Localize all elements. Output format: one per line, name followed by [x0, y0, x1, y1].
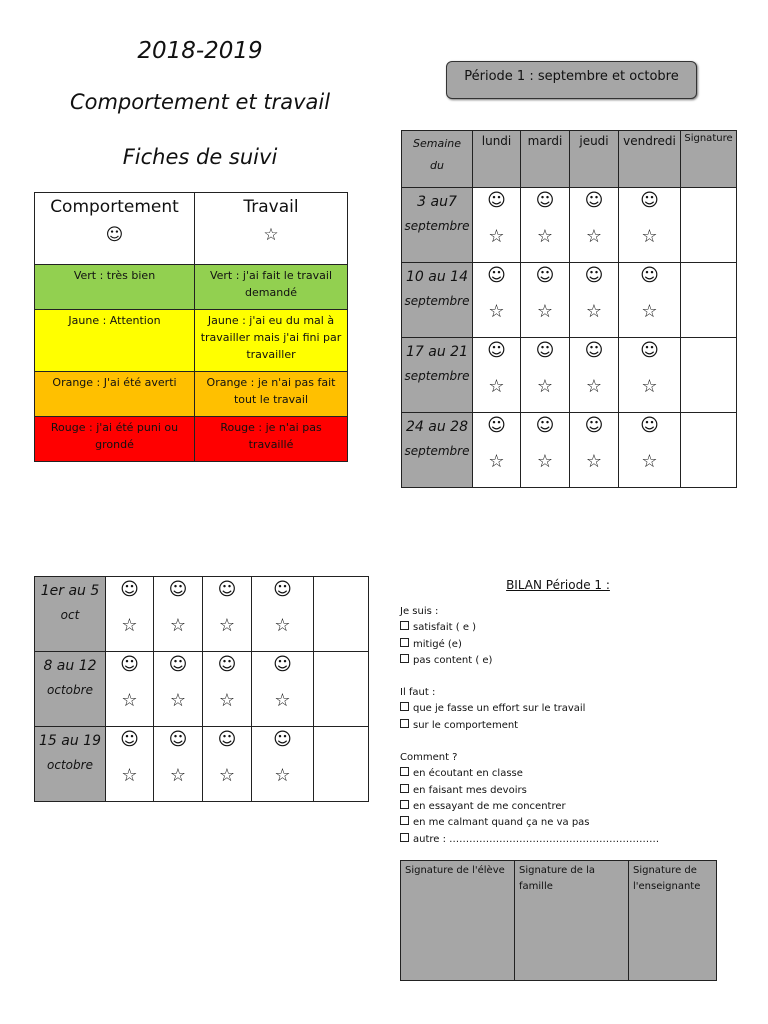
checkbox-label: mitigé (e) — [413, 638, 462, 650]
week-label-line2: septembre — [404, 219, 470, 233]
checkbox-item[interactable] — [400, 653, 730, 669]
legend-row — [35, 265, 348, 310]
day-cell[interactable] — [473, 338, 521, 413]
week-label-cell — [402, 188, 473, 263]
checkbox-label: autre : ……………………………………………………… — [413, 833, 660, 845]
legend-row — [35, 417, 348, 462]
week-row — [35, 652, 369, 727]
checkbox-item[interactable] — [400, 701, 730, 717]
day-cell[interactable] — [570, 338, 619, 413]
page-subtitle: Fiches de suivi — [122, 145, 278, 169]
smiley-icon[interactable]: ☺ — [168, 729, 188, 750]
checkbox[interactable] — [400, 833, 409, 842]
week-label-cell — [402, 263, 473, 338]
legend-row — [35, 372, 348, 417]
day-header-vendredi: vendredi — [619, 131, 681, 188]
day-cell[interactable] — [106, 727, 154, 802]
day-cell[interactable] — [154, 652, 203, 727]
bilan-section — [400, 604, 730, 848]
star-icon[interactable]: ☆ — [641, 376, 658, 397]
day-cell[interactable] — [154, 727, 203, 802]
legend-right-cell: Jaune : j'ai eu du mal à travailler mais j'ai fini par travailler — [195, 310, 348, 372]
day-header-jeudi: jeudi — [570, 131, 619, 188]
week-label-cell — [35, 577, 106, 652]
star-icon[interactable]: ☆ — [121, 765, 138, 786]
star-icon[interactable]: ☆ — [585, 376, 603, 397]
week-label-line1: 15 au 19 — [39, 733, 101, 749]
star-icon[interactable]: ☆ — [585, 451, 603, 472]
checkbox-item[interactable] — [400, 815, 730, 831]
checkbox[interactable] — [400, 719, 409, 728]
checkbox-item[interactable] — [400, 832, 730, 848]
day-cell[interactable] — [154, 577, 203, 652]
signature-enseignante[interactable] — [629, 861, 717, 981]
legend-right-cell: Vert : j'ai fait le travail demandé — [195, 265, 348, 310]
star-icon[interactable]: ☆ — [274, 765, 291, 786]
checkbox-item[interactable] — [400, 783, 730, 799]
schedule-table-october — [34, 576, 369, 802]
legend-col2-title: Travail — [243, 197, 299, 217]
signature-cell[interactable] — [314, 577, 369, 652]
week-row — [402, 338, 737, 413]
star-icon[interactable]: ☆ — [536, 451, 554, 472]
star-icon[interactable]: ☆ — [536, 226, 554, 247]
checkbox-label: satisfait ( e ) — [413, 622, 477, 634]
schedule-table-september — [401, 130, 737, 488]
smiley-icon[interactable]: ☺ — [535, 415, 555, 436]
day-cell[interactable] — [570, 188, 619, 263]
week-row — [402, 413, 737, 488]
day-cell[interactable] — [619, 413, 681, 488]
smiley-icon: ☺ — [105, 225, 124, 245]
smiley-icon[interactable]: ☺ — [535, 265, 555, 286]
star-icon[interactable]: ☆ — [274, 690, 291, 711]
checkbox[interactable] — [400, 702, 409, 711]
smiley-icon[interactable]: ☺ — [487, 340, 506, 361]
week-label-line1: 10 au 14 — [406, 269, 468, 285]
smiley-icon[interactable]: ☺ — [273, 654, 292, 675]
week-label-line1: 24 au 28 — [406, 419, 468, 435]
star-icon[interactable]: ☆ — [488, 301, 505, 322]
year-title: 2018-2019 — [137, 38, 263, 64]
legend-table — [34, 192, 348, 462]
signature-famille[interactable] — [515, 861, 629, 981]
checkbox-label: en faisant mes devoirs — [413, 784, 527, 796]
smiley-icon[interactable]: ☺ — [640, 415, 659, 436]
day-cell[interactable] — [570, 413, 619, 488]
star-icon[interactable]: ☆ — [585, 301, 603, 322]
legend-left-cell: Rouge : j'ai été puni ou grondé — [35, 417, 195, 462]
checkbox[interactable] — [400, 816, 409, 825]
checkbox-item[interactable] — [400, 799, 730, 815]
smiley-icon[interactable]: ☺ — [584, 265, 604, 286]
day-cell[interactable] — [570, 263, 619, 338]
legend-left-cell: Orange : J'ai été averti — [35, 372, 195, 417]
star-icon[interactable]: ☆ — [169, 615, 187, 636]
signature-eleve[interactable] — [401, 861, 515, 981]
star-icon[interactable]: ☆ — [641, 451, 658, 472]
week-header — [402, 131, 473, 188]
signature-table — [400, 860, 717, 981]
bilan-comment: Comment ? — [400, 752, 458, 764]
day-cell[interactable] — [106, 652, 154, 727]
checkbox-item[interactable] — [400, 620, 730, 636]
week-label-line1: 1er au 5 — [40, 583, 100, 599]
star-icon[interactable]: ☆ — [488, 376, 505, 397]
day-cell[interactable] — [473, 413, 521, 488]
legend-left-cell: Vert : très bien — [35, 265, 195, 310]
star-icon[interactable]: ☆ — [121, 615, 138, 636]
day-cell[interactable] — [252, 652, 314, 727]
day-cell[interactable] — [203, 652, 252, 727]
signature-cell[interactable] — [681, 188, 737, 263]
checkbox-label: pas content ( e) — [413, 654, 493, 666]
star-icon[interactable]: ☆ — [488, 226, 505, 247]
star-icon[interactable]: ☆ — [169, 765, 187, 786]
smiley-icon[interactable]: ☺ — [217, 579, 237, 600]
checkbox-label: en me calmant quand ça ne va pas — [413, 817, 590, 829]
star-icon[interactable]: ☆ — [218, 765, 236, 786]
smiley-icon[interactable]: ☺ — [640, 265, 659, 286]
smiley-icon[interactable]: ☺ — [584, 415, 604, 436]
week-row — [35, 577, 369, 652]
week-header-line1: Semaine — [412, 137, 461, 150]
week-label-line2: oct — [60, 608, 80, 622]
bilan-je-suis: Je suis : — [400, 606, 439, 617]
checkbox[interactable] — [400, 621, 409, 630]
week-label-line1: 17 au 21 — [406, 344, 468, 360]
day-header-lundi: lundi — [473, 131, 521, 188]
legend-header-travail — [195, 193, 348, 265]
day-cell[interactable] — [473, 188, 521, 263]
day-cell[interactable] — [473, 263, 521, 338]
day-cell[interactable] — [521, 188, 570, 263]
checkbox-label: en essayant de me concentrer — [413, 800, 566, 812]
day-cell[interactable] — [521, 338, 570, 413]
week-label-line2: octobre — [47, 683, 93, 697]
week-label-line2: octobre — [47, 758, 93, 772]
star-icon[interactable]: ☆ — [218, 615, 236, 636]
day-cell[interactable] — [252, 577, 314, 652]
smiley-icon[interactable]: ☺ — [487, 265, 506, 286]
smiley-icon[interactable]: ☺ — [535, 340, 555, 361]
smiley-icon[interactable]: ☺ — [120, 729, 139, 750]
smiley-icon[interactable]: ☺ — [640, 190, 659, 211]
legend-header-comportement — [35, 193, 195, 265]
week-row — [402, 188, 737, 263]
smiley-icon[interactable]: ☺ — [640, 340, 659, 361]
day-cell[interactable] — [203, 727, 252, 802]
star-icon[interactable]: ☆ — [274, 615, 291, 636]
week-row — [402, 263, 737, 338]
week-label-line1: 3 au7 — [417, 194, 457, 210]
smiley-icon[interactable]: ☺ — [487, 190, 506, 211]
week-label-line1: 8 au 12 — [43, 658, 97, 674]
signature-enseignante-label: Signature de l'enseignante — [633, 865, 701, 892]
legend-right-cell: Rouge : je n'ai pas travaillé — [195, 417, 348, 462]
checkbox-item[interactable] — [400, 637, 730, 653]
day-cell[interactable] — [203, 577, 252, 652]
star-icon[interactable]: ☆ — [641, 226, 658, 247]
star-icon[interactable]: ☆ — [641, 301, 658, 322]
week-label-cell — [402, 338, 473, 413]
smiley-icon[interactable]: ☺ — [217, 654, 237, 675]
star-icon[interactable]: ☆ — [488, 451, 505, 472]
checkbox-item[interactable] — [400, 766, 730, 782]
star-icon: ☆ — [263, 225, 279, 245]
signature-cell[interactable] — [681, 338, 737, 413]
star-icon[interactable]: ☆ — [169, 690, 187, 711]
checkbox[interactable] — [400, 784, 409, 793]
day-cell[interactable] — [521, 263, 570, 338]
star-icon[interactable]: ☆ — [536, 376, 554, 397]
checkbox[interactable] — [400, 638, 409, 647]
smiley-icon[interactable]: ☺ — [535, 190, 555, 211]
smiley-icon[interactable]: ☺ — [168, 579, 188, 600]
checkbox[interactable] — [400, 800, 409, 809]
day-header-mardi: mardi — [521, 131, 570, 188]
week-header-line2: du — [430, 159, 444, 172]
week-row — [35, 727, 369, 802]
legend-row — [35, 310, 348, 372]
day-cell[interactable] — [521, 413, 570, 488]
smiley-icon[interactable]: ☺ — [584, 340, 604, 361]
signature-cell[interactable] — [681, 413, 737, 488]
smiley-icon[interactable]: ☺ — [273, 729, 292, 750]
checkbox[interactable] — [400, 767, 409, 776]
smiley-icon[interactable]: ☺ — [584, 190, 604, 211]
week-label-cell — [402, 413, 473, 488]
checkbox-label: en écoutant en classe — [413, 768, 523, 780]
smiley-icon[interactable]: ☺ — [273, 579, 292, 600]
day-cell[interactable] — [619, 188, 681, 263]
smiley-icon[interactable]: ☺ — [168, 654, 188, 675]
week-label-line2: septembre — [404, 444, 470, 458]
checkbox-label: sur le comportement — [413, 719, 519, 731]
smiley-icon[interactable]: ☺ — [120, 579, 139, 600]
week-label-line2: septembre — [404, 369, 470, 383]
week-label-cell — [35, 652, 106, 727]
legend-col1-title: Comportement — [50, 197, 179, 217]
smiley-icon[interactable]: ☺ — [120, 654, 139, 675]
star-icon[interactable]: ☆ — [121, 690, 138, 711]
star-icon[interactable]: ☆ — [218, 690, 236, 711]
checkbox-item[interactable] — [400, 718, 730, 734]
signature-eleve-label: Signature de l'élève — [405, 865, 505, 876]
signature-cell[interactable] — [314, 652, 369, 727]
page-title: Comportement et travail — [69, 90, 331, 114]
signature-cell[interactable] — [314, 727, 369, 802]
signature-famille-label: Signature de la famille — [519, 865, 596, 892]
bilan-title: BILAN Période 1 : — [506, 578, 610, 592]
star-icon[interactable]: ☆ — [585, 226, 603, 247]
signature-cell[interactable] — [681, 263, 737, 338]
week-label-line2: septembre — [404, 294, 470, 308]
day-cell[interactable] — [619, 338, 681, 413]
week-label-cell — [35, 727, 106, 802]
legend-right-cell: Orange : je n'ai pas fait tout le travail — [195, 372, 348, 417]
checkbox-label: que je fasse un effort sur le travail — [413, 703, 586, 715]
day-cell[interactable] — [252, 727, 314, 802]
period-label: Période 1 : septembre et octobre — [446, 61, 697, 99]
bilan-il-faut: Il faut : — [400, 687, 436, 699]
smiley-icon[interactable]: ☺ — [487, 415, 506, 436]
signature-header: Signature — [681, 131, 737, 188]
smiley-icon[interactable]: ☺ — [217, 729, 237, 750]
checkbox[interactable] — [400, 654, 409, 663]
day-cell[interactable] — [106, 577, 154, 652]
legend-left-cell: Jaune : Attention — [35, 310, 195, 372]
day-cell[interactable] — [619, 263, 681, 338]
star-icon[interactable]: ☆ — [536, 301, 554, 322]
